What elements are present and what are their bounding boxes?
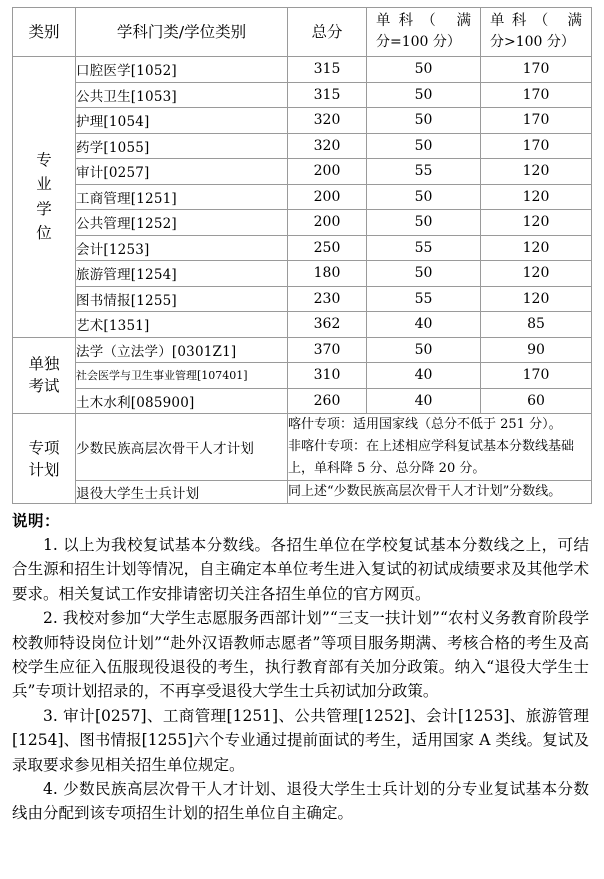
score-cell-single-gt100: 120 [481, 286, 592, 312]
category-line: 计划 [28, 460, 60, 479]
score-cell-single-gt100: 120 [481, 159, 592, 185]
table-row [13, 210, 592, 236]
score-cell-single-eq100: 50 [367, 261, 481, 287]
discipline-cell: 公共管理[1252] [76, 210, 288, 236]
category-line: 考试 [28, 377, 60, 396]
discipline-cell: 护理[1054] [76, 108, 288, 134]
score-cell-single-eq100: 40 [367, 312, 481, 338]
discipline-cell: 社会医学与卫生事业管理[107401] [76, 363, 288, 389]
score-cell-total: 180 [288, 261, 367, 287]
score-cell-single-gt100: 120 [481, 184, 592, 210]
score-cell-single-gt100: 85 [481, 312, 592, 338]
score-cell-single-eq100: 50 [367, 108, 481, 134]
score-cell-single-gt100: 170 [481, 363, 592, 389]
score-cell-single-eq100: 50 [367, 210, 481, 236]
score-cell-single-gt100: 170 [481, 57, 592, 83]
score-cell-total: 315 [288, 57, 367, 83]
category-char: 专 [36, 150, 52, 169]
category-line: 单独 [28, 355, 60, 374]
score-cell-total: 260 [288, 388, 367, 414]
table-header [13, 8, 592, 57]
score-cell-single-gt100: 170 [481, 108, 592, 134]
table-row [13, 57, 592, 83]
discipline-cell: 公共卫生[1053] [76, 82, 288, 108]
table-row [13, 481, 592, 504]
notes-list [12, 533, 591, 826]
category-char: 学 [36, 199, 52, 218]
score-cell-total: 200 [288, 184, 367, 210]
column-header-discipline: 学科门类/学位类别 [76, 8, 288, 57]
score-cell-single-eq100: 55 [367, 235, 481, 261]
table-row [13, 235, 592, 261]
score-cell-total: 200 [288, 159, 367, 185]
score-cell-total: 310 [288, 363, 367, 389]
score-cell-total: 320 [288, 133, 367, 159]
notes-title: 说明： [12, 512, 61, 530]
table-row [13, 82, 592, 108]
score-cell-single-gt100: 120 [481, 210, 592, 236]
table-row [13, 261, 592, 287]
score-cell-single-eq100: 50 [367, 133, 481, 159]
note-item: 1. 以上为我校复试基本分数线。各招生单位在学校复试基本分数线之上，可结合生源和招生计划等情况，自主确定本单位考生进入复试的初试成绩要求及其他学术要求。相关复试工作安排请密切关注各招生单位的官方网页。 [12, 536, 589, 603]
score-cell-total: 370 [288, 337, 367, 363]
table-row [13, 108, 592, 134]
admission-score-table [12, 7, 592, 504]
special-program-note-cell [288, 481, 592, 504]
discipline-cell: 图书情报[1255] [76, 286, 288, 312]
score-cell-total: 362 [288, 312, 367, 338]
score-cell-total: 200 [288, 210, 367, 236]
table-row [13, 159, 592, 185]
discipline-cell: 旅游管理[1254] [76, 261, 288, 287]
table-row [13, 414, 592, 481]
table-row [13, 337, 592, 363]
note-item: 3. 审计[0257]、工商管理[1251]、公共管理[1252]、会计[1253]、旅游管理[1254]、图书情报[1255]六个专业通过提前面试的考生，适用国家 A 类线。复试及录取要求参见相关招生单位规定。 [12, 706, 589, 774]
discipline-cell: 艺术[1351] [76, 312, 288, 338]
table-body [13, 57, 592, 504]
category-char: 业 [36, 175, 52, 194]
score-cell-single-gt100: 60 [481, 388, 592, 414]
score-cell-single-eq100: 50 [367, 337, 481, 363]
discipline-cell: 口腔医学[1052] [76, 57, 288, 83]
special-program-name-cell: 退役大学生士兵计划 [76, 481, 288, 504]
discipline-cell: 工商管理[1251] [76, 184, 288, 210]
score-cell-single-eq100: 55 [367, 159, 481, 185]
special-program-note-line: 同上述“少数民族高层次骨干人才计划”分数线。 [288, 484, 562, 499]
table-row [13, 184, 592, 210]
score-cell-total: 230 [288, 286, 367, 312]
table-row [13, 363, 592, 389]
discipline-cell: 土木水利[085900] [76, 388, 288, 414]
table-row [13, 388, 592, 414]
table-row [13, 312, 592, 338]
score-cell-total: 250 [288, 235, 367, 261]
table-row [13, 286, 592, 312]
score-cell-single-eq100: 50 [367, 82, 481, 108]
special-program-name-cell: 少数民族高层次骨干人才计划 [76, 414, 288, 481]
table-header-row [13, 8, 592, 57]
column-header-single-eq100-line1: 单科（ 满 [376, 13, 471, 29]
score-cell-single-eq100: 55 [367, 286, 481, 312]
score-cell-single-eq100: 50 [367, 57, 481, 83]
column-header-category: 类别 [13, 8, 76, 57]
score-cell-single-gt100: 170 [481, 82, 592, 108]
column-header-single-eq100 [367, 8, 481, 57]
score-cell-single-eq100: 50 [367, 184, 481, 210]
discipline-cell: 审计[0257] [76, 159, 288, 185]
score-cell-single-gt100: 90 [481, 337, 592, 363]
score-cell-single-gt100: 120 [481, 235, 592, 261]
category-cell-1 [13, 337, 76, 414]
special-program-note-cell [288, 414, 592, 481]
score-cell-single-eq100: 40 [367, 388, 481, 414]
notes-section [12, 509, 591, 826]
note-item: 4. 少数民族高层次骨干人才计划、退役大学生士兵计划的分专业复试基本分数线由分配到该专项招生计划的招生单位自主确定。 [12, 780, 589, 823]
score-cell-single-gt100: 170 [481, 133, 592, 159]
column-header-single-eq100-line2: 分=100 分） [376, 34, 461, 50]
column-header-single-gt100-line2: 分>100 分） [490, 34, 575, 50]
category-line: 专项 [28, 438, 60, 457]
score-cell-single-eq100: 40 [367, 363, 481, 389]
discipline-cell: 会计[1253] [76, 235, 288, 261]
note-item: 2. 我校对参加“大学生志愿服务西部计划”“三支一扶计划”“农村义务教育阶段学校教师特设岗位计划”“赴外汉语教师志愿者”等项目服务期满、考核合格的考生及高校学生应征入伍服现役退役的考生，执行教育部有关加分政策。纳入“退役大学生士兵”专项计划招录的，不再享受退役大学生士兵初试加分政策。 [12, 609, 589, 701]
score-cell-total: 315 [288, 82, 367, 108]
special-program-note-line: 喀什专项：适用国家线（总分不低于 251 分）。 [288, 417, 562, 432]
special-program-note-line: 非喀什专项：在上述相应学科复试基本分数线基础上，单科降 5 分、总分降 20 分。 [288, 439, 575, 476]
column-header-single-gt100-line1: 单科（ 满 [490, 13, 582, 29]
discipline-cell: 法学（立法学）[0301Z1] [76, 337, 288, 363]
discipline-cell: 药学[1055] [76, 133, 288, 159]
table-row [13, 133, 592, 159]
category-cell-0 [13, 57, 76, 338]
category-cell-2 [13, 414, 76, 504]
column-header-total-score: 总分 [288, 8, 367, 57]
column-header-single-gt100 [481, 8, 592, 57]
category-char: 位 [36, 224, 52, 243]
score-cell-single-gt100: 120 [481, 261, 592, 287]
score-cell-total: 320 [288, 108, 367, 134]
